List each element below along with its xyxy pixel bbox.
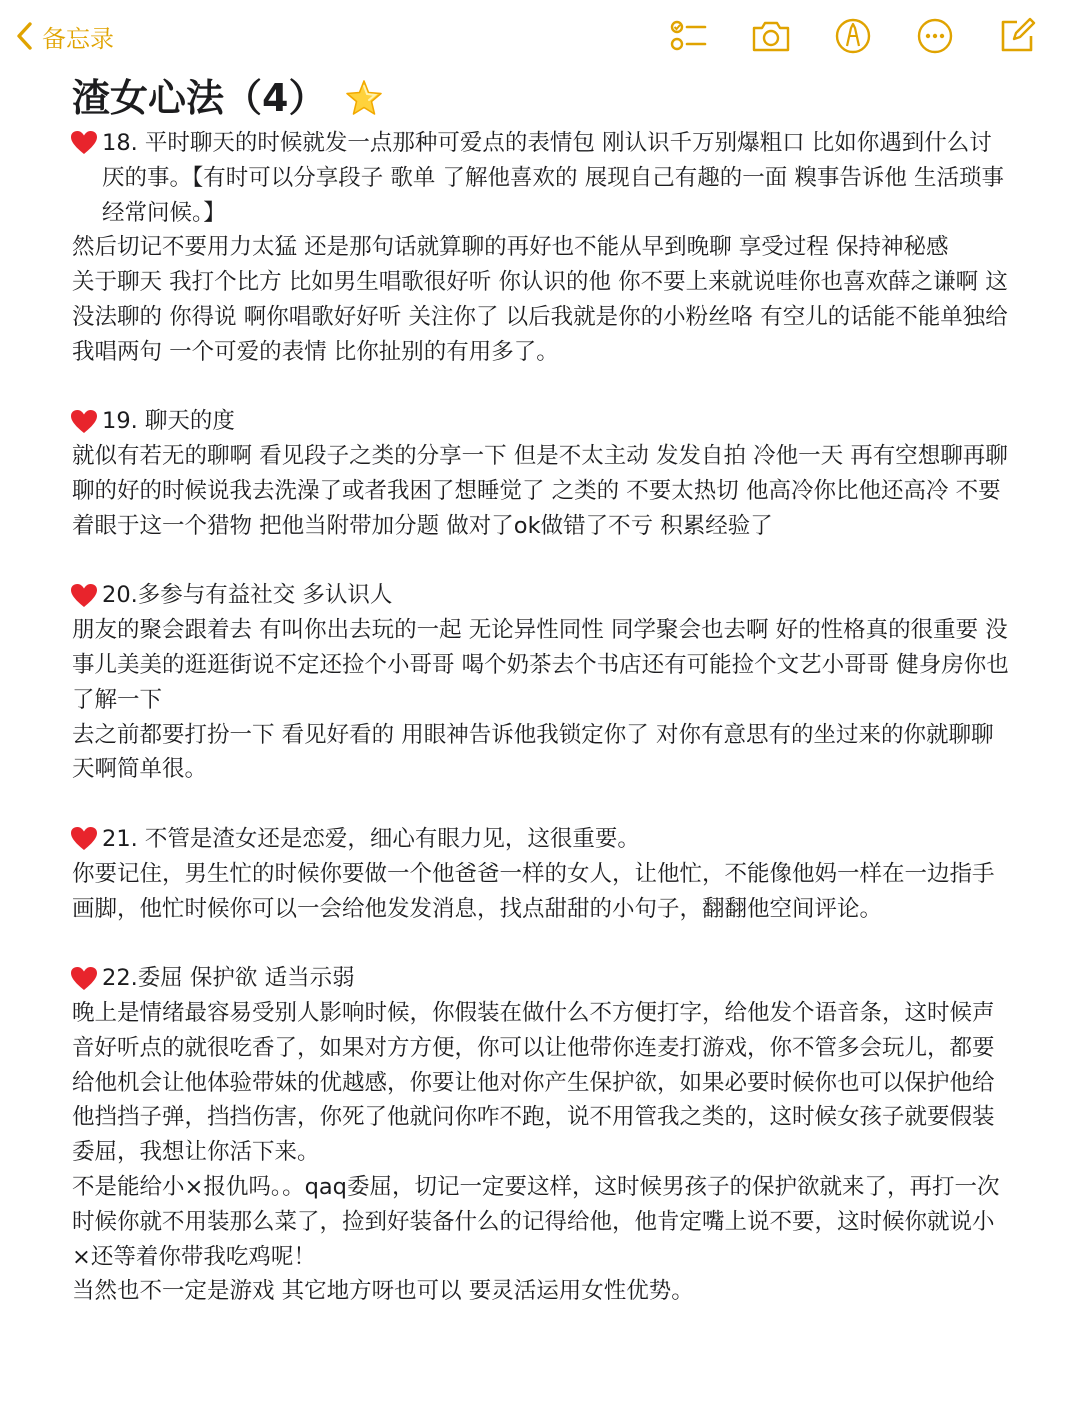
section-heading-text: 20.多参与有益社交 多认识人 [102,582,393,609]
red-heart-icon [70,409,98,435]
section-heading [72,404,1012,439]
section-heading-text: 21. 不管是渣女还是恋爱，细心有眼力见，这很重要。 [102,825,640,852]
section-paragraph: 你要记住，男生忙的时候你要做一个他爸爸一样的女人，让他忙，不能像他妈一样在一边指手画脚，他忙时候你可以一会给他发发消息，找点甜甜的小句子，翻翻他空间评论。 [72,860,995,922]
back-label: 备忘录 [42,24,114,53]
chevron-left-icon [14,21,36,51]
section-paragraph: 然后切记不要用力太猛 还是那句话就算聊的再好也不能从早到晚聊 享受过程 保持神秘感 [72,234,949,261]
compose-icon [997,16,1037,56]
note-section [72,822,1012,961]
camera-icon [751,16,791,56]
section-heading [72,961,1012,996]
section-paragraph: 当然也不一定是游戏 其它地方呀也可以 要灵活运用女性优势。 [72,1278,694,1305]
section-paragraph: 关于聊天 我打个比方 比如男生唱歌很好听 你认识的他 你不要上来就说哇你也喜欢薛之谦啊 这没法聊的 你得说 啊你唱歌好好听 关注你了 以后我就是你的小粉丝咯 有空儿的话能不能单独给我唱两句 一个可爱的表情 比你扯别的有用多了。 [72,269,1008,365]
note-body[interactable] [72,72,1012,1309]
note-section [72,961,1012,1309]
checklist-icon [669,16,709,56]
note-title[interactable] [72,72,1012,124]
section-paragraph: 去之前都要打扮一下 看见好看的 用眼神告诉他我锁定你了 对你有意思有的坐过来的你就聊聊天啊简单很。 [72,721,994,783]
toolbar [648,14,1058,58]
section-paragraph: 晚上是情绪最容易受别人影响时候，你假装在做什么不方便打字，给他发个语音条，这时候声音好听点的就很吃香了，如果对方方便，你可以让他带你连麦打游戏，你不管多会玩儿，都要给他机会让他体验带妹的优越感，你要让他对你产生保护欲，如果必要时候你也可以保护他给他挡挡子弹，挡挡伤害，你死了他就问你咋不跑，说不用管我之类的，这时候女孩子就要假装委屈，我想让你活下来。 [72,999,995,1166]
section-paragraph: 朋友的聚会跟着去 有叫你出去玩的一起 无论异性同性 同学聚会也去啊 好的性格真的很重要 没事儿美美的逛逛街说不定还捡个小哥哥 喝个奶茶去个书店还有可能捡个文艺小哥哥 健身房你也了解一下 [72,617,1009,713]
section-paragraph: 就似有若无的聊啊 看见段子之类的分享一下 但是不太主动 发发自拍 冷他一天 再有空想聊再聊 聊的好的时候说我去洗澡了或者我困了想睡觉了 之类的 不要太热切 他高冷你比他还高冷 不要着眼于这一个猎物 把他当附带加分题 做对了ok做错了不亏 积累经验了 [72,443,1008,539]
section-heading [72,578,1012,613]
blank-line [72,926,1012,961]
section-heading [72,822,1012,857]
note-title-text: 渣女心法（4） [72,76,327,120]
camera-button[interactable] [730,14,812,58]
nav-bar [0,0,1080,72]
note-section [72,404,1012,578]
markup-pen-icon [833,16,873,56]
section-heading [72,126,1012,230]
compose-button[interactable] [976,14,1058,58]
markup-button[interactable] [812,14,894,58]
checklist-button[interactable] [648,14,730,58]
star-emoji-icon [344,78,384,118]
back-button[interactable] [14,16,114,56]
more-button[interactable] [894,14,976,58]
section-paragraph: 不是能给小×报仇吗。。qaq委屈，切记一定要这样，这时候男孩子的保护欲就来了，再打一次时候你就不用装那么菜了，捡到好装备什么的记得给他，他肯定嘴上说不要，这时候你就说小×还等着你带我吃鸡呢！ [72,1173,1000,1270]
red-heart-icon [70,966,98,992]
blank-line [72,544,1012,579]
note-section [72,126,1012,404]
red-heart-icon [70,583,98,609]
section-heading-text: 19. 聊天的度 [102,408,235,435]
more-icon [915,16,955,56]
blank-line [72,370,1012,405]
section-heading-text: 18. 平时聊天的时候就发一点那种可爱点的表情包 刚认识千万别爆粗口 比如你遇到什么讨厌的事。【有时可以分享段子 歌单 了解他喜欢的 展现自己有趣的一面 糗事告诉他 生活琐事经常问候。】 [102,130,1005,226]
red-heart-icon [70,130,98,156]
note-section [72,578,1012,822]
section-heading-text: 22.委屈 保护欲 适当示弱 [102,965,355,992]
red-heart-icon [70,826,98,852]
blank-line [72,787,1012,822]
